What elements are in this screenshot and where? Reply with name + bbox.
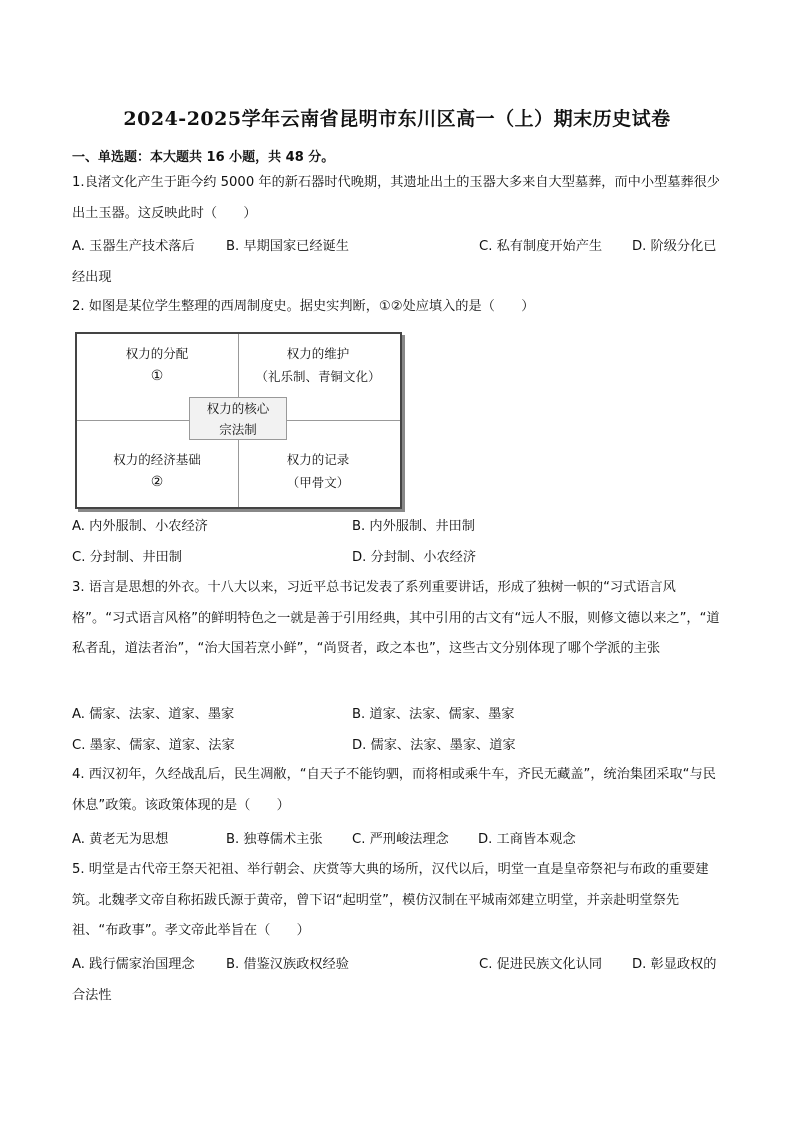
cell-power-core-title: 权力的核心 [206,401,270,416]
question-5-option-d-continued: 合法性 [72,988,112,1003]
cell-power-maintenance-note: （礼乐制、青铜文化） [255,369,381,384]
question-2-option-d[interactable]: D. 分封制、小农经济 [352,550,477,565]
question-2-option-b[interactable]: B. 内外服制、井田制 [352,519,475,534]
question-1-option-b[interactable]: B. 早期国家已经诞生 [226,239,349,254]
question-4-stem: 4. 西汉初年，久经战乱后，民生凋敝，“自天子不能钧驷，而将相或乘牛车，齐民无藏盖”，统治集团采取“与民休息”政策。该政策体现的是（ ） [72,767,716,813]
question-2-option-a[interactable]: A. 内外服制、小农经济 [72,519,208,534]
cell-economic-basis-title: 权力的经济基础 [113,452,201,467]
question-5-option-b[interactable]: B. 借鉴汉族政权经验 [226,957,349,972]
question-1-stem: 1.良渚文化产生于距今约 5000 年的新石器时代晚期，其遗址出土的玉器大多来自大型墓葬，而中小型墓葬很少出土玉器。这反映此时（ ） [72,175,720,221]
cell-power-maintenance [238,342,398,388]
question-2-stem: 2. 如图是某位学生整理的西周制度史。据史实判断，①②处应填入的是（ ） [72,299,535,314]
cell-power-distribution [77,342,237,388]
question-2-option-c[interactable]: C. 分封制、井田制 [72,550,182,565]
cell-power-core [189,397,287,440]
question-4-option-d[interactable]: D. 工商皆本观念 [478,832,576,847]
cell-power-distribution-title: 权力的分配 [125,346,189,361]
question-1-option-d[interactable]: D. 阶级分化已 [632,239,717,254]
question-1-option-c[interactable]: C. 私有制度开始产生 [479,239,603,254]
cell-economic-basis [77,448,237,494]
cell-power-maintenance-title: 权力的维护 [286,346,350,361]
question-3-option-a[interactable]: A. 儒家、法家、道家、墨家 [72,707,235,722]
question-4-option-c[interactable]: C. 严刑峻法理念 [352,832,449,847]
question-4-option-a[interactable]: A. 黄老无为思想 [72,832,169,847]
question-1-option-d-continued: 经出现 [72,270,112,285]
question-3-option-d[interactable]: D. 儒家、法家、墨家、道家 [352,738,516,753]
cell-power-record-note: （甲骨文） [286,475,350,490]
blank-marker-2: ② [150,474,164,490]
question-5-option-c[interactable]: C. 促进民族文化认同 [479,957,603,972]
question-5-option-d[interactable]: D. 彰显政权的 [632,957,717,972]
western-zhou-system-diagram [75,332,402,509]
cell-power-record [238,448,398,494]
question-5-stem: 5. 明堂是古代帝王祭天祀祖、举行朝会、庆赏等大典的场所，汉代以后，明堂一直是皇帝祭祀与布政的重要建筑。北魏孝文帝自称拓跋氏源于黄帝，曾下诏“起明堂”，模仿汉制在平城南郊建立明堂，并亲赴明堂祭先祖、“布政事”。孝文帝此举旨在（ ） [72,862,709,939]
question-3-stem: 3. 语言是思想的外衣。十八大以来，习近平总书记发表了系列重要讲话，形成了独树一帜的“习式语言风格”。“习式语言风格”的鲜明特色之一就是善于引用经典，其中引用的古文有“远人不服，则修文德以来之”，“道私者乱，道法者治”，“治大国若烹小鲜”，“尚贤者，政之本也”，这些古文分别体现了哪个学派的主张 [72,580,720,657]
question-5-option-a[interactable]: A. 践行儒家治国理念 [72,957,195,972]
section-heading: 一、单选题：本大题共 16 小题，共 48 分。 [72,150,335,165]
question-4-option-b[interactable]: B. 独尊儒术主张 [226,832,323,847]
question-1-option-a[interactable]: A. 玉器生产技术落后 [72,239,195,254]
cell-power-core-note: 宗法制 [219,422,257,437]
page-title: 2024-2025学年云南省昆明市东川区高一（上）期末历史试卷 [123,108,671,130]
question-3-option-c[interactable]: C. 墨家、儒家、道家、法家 [72,738,235,753]
blank-marker-1: ① [150,368,164,384]
question-3-option-b[interactable]: B. 道家、法家、儒家、墨家 [352,707,515,722]
cell-power-record-title: 权力的记录 [286,452,350,467]
